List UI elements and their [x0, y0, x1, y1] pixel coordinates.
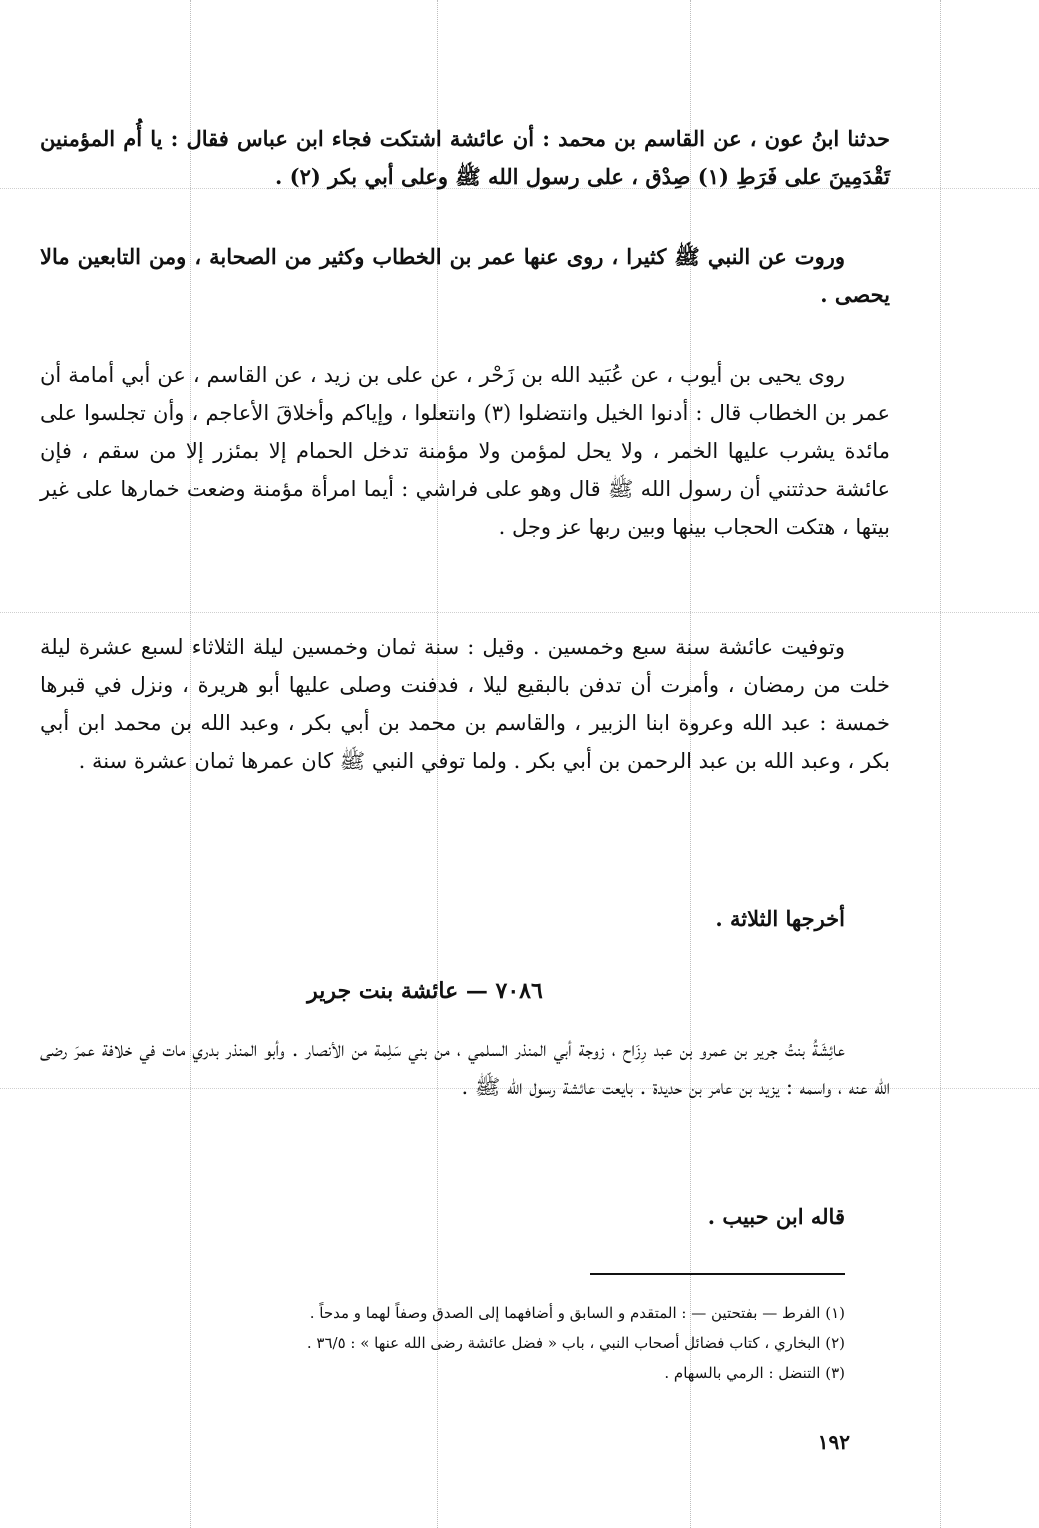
paragraph-7: قاله ابن حبيب .: [707, 1204, 845, 1229]
page-number: ١٩٢: [817, 1430, 850, 1454]
footnotes: [150, 1298, 845, 1388]
scan-grid-line: [940, 0, 941, 1528]
scan-grid-line: [0, 612, 1039, 613]
entry-heading: ٧٠٨٦ — عائشة بنت جرير: [307, 978, 543, 1004]
paragraph-6: عائِشَةُ بنتُ جرير بن عمرو بن عبد رِزَاح ، زوجة أبي المنذر السلمي ، من بني سَلِمة من الأنصار . وأبو المنذر بدري مات في خلافة عمرَ رضى الله عنه ، واسمه : يزيد بن عامر بن حديدة . بايعت عائشة رسول الله ﷺ .: [40, 1037, 890, 1099]
footnote-1: (١) الفرط — بفتحتين — : المتقدم و السابق و أضافهما إلى الصدق وصفاً لهما و مدحاً .: [309, 1304, 845, 1322]
paragraph-3: روى يحيى بن أيوب ، عن عُبَيد الله بن زَحْر ، عن على بن زيد ، عن القاسم ، عن أبي أمامة أن عمر بن الخطاب قال : أدنوا الخيل وانتضلوا (٣) وانتعلوا ، وإياكم وأخلاقَ الأعاجم ، وأن تجلسوا على مائدة يشرب عليها الخمر ، ولا يحل لمؤمن ولا مؤمنة تدخل الحمام إلا بمئزر إلا من سقم ، فإن عائشة حدثتني أن رسول الله ﷺ قال وهو على فراشي : أيما امرأة مؤمنة وضعت خمارها على غير بيتها ، هتكت الحجاب بينها وبين ربها عز وجل .: [40, 363, 890, 539]
paragraph-5: أخرجها الثلاثة .: [715, 906, 845, 931]
paragraph-2: وروت عن النبي ﷺ كثيرا ، روى عنها عمر بن الخطاب وكثير من الصحابة ، ومن التابعين مالا يحصى .: [40, 244, 890, 307]
paragraph-4: وتوفيت عائشة سنة سبع وخمسين . وقيل : سنة ثمان وخمسين ليلة الثلاثاء لسبع عشرة ليلة خلت من رمضان ، وأمرت أن تدفن بالبقيع ليلا ، فدفنت وصلى عليها أبو هريرة ، ونزل في قبرها خمسة : عبد الله وعروة ابنا الزبير ، والقاسم بن محمد بن أبي بكر ، وعبد الله بن محمد ابن أبي بكر ، وعبد الله بن عبد الرحمن بن أبي بكر . ولما توفي النبي ﷺ كان عمرها ثمان عشرة سنة .: [40, 635, 890, 773]
paragraph-1: حدثنا ابنُ عون ، عن القاسم بن محمد : أن عائشة اشتكت فجاء ابن عباس فقال : يا أُم المؤمنين تَقْدَمِينَ على فَرَطِ (١) صِدْق ، على رسول الله ﷺ وعلى أبي بكر (٢) .: [40, 126, 890, 189]
footnote-3: (٣) التنضل : الرمي بالسهام .: [664, 1364, 845, 1382]
footnote-divider: [590, 1273, 845, 1275]
footnote-2: (٢) البخاري ، كتاب فضائل أصحاب النبي ، باب « فضل عائشة رضى الله عنها » : ٣٦/٥ .: [306, 1334, 845, 1352]
